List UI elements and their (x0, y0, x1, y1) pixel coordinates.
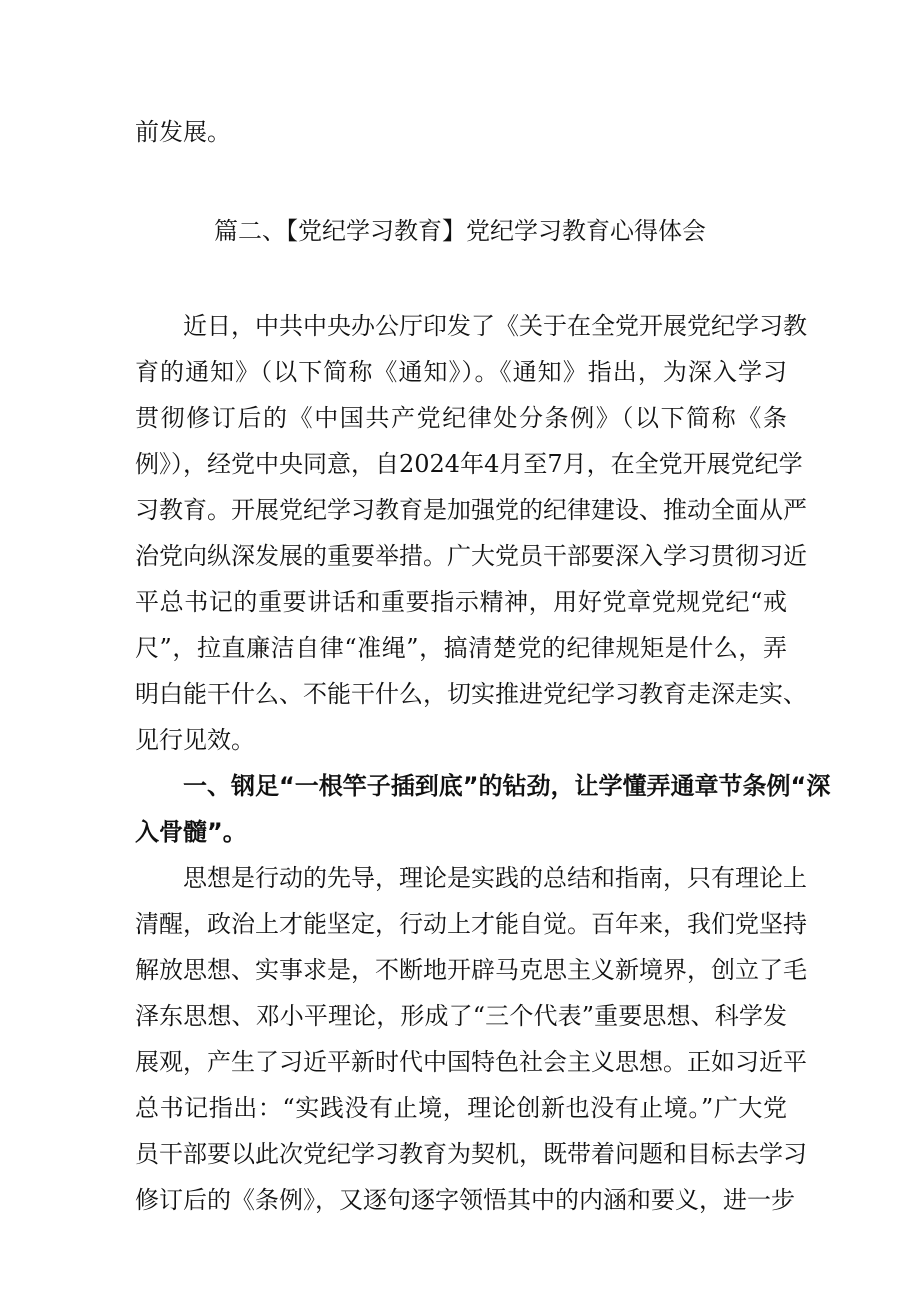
paragraph-line: 员干部要以此次党纪学习教育为契机，既带着问题和目标去学习 (135, 1140, 807, 1168)
paragraph-line: 明白能干什么、不能干什么，切实推进党纪学习教育走深走实、 (135, 680, 807, 708)
paragraph-line: 育的通知》（以下简称《通知》）。《通知》指出，为深入学习 (135, 358, 787, 386)
paragraph-line: 平总书记的重要讲话和重要指示精神，用好党章党规党纪“戒 (135, 588, 787, 616)
paragraph-line: 展观，产生了习近平新时代中国特色社会主义思想。正如习近平 (135, 1048, 807, 1076)
paragraph-line: 例》），经党中央同意，自2024年4月至7月，在全党开展党纪学 (135, 450, 803, 478)
paragraph-line: 修订后的《条例》，又逐句逐字领悟其中的内涵和要义，进一步 (135, 1186, 795, 1214)
subheading-line: 入骨髓”。 (135, 818, 247, 846)
paragraph-line: 治党向纵深发展的重要举措。广大党员干部要深入学习贯彻习近 (135, 542, 807, 570)
paragraph-line: 见行见效。 (135, 726, 255, 754)
subheading-line: 一、钢足“一根竿子插到底”的钻劲，让学懂弄通章节条例“深 (183, 772, 831, 800)
paragraph-line: 尺”，拉直廉洁自律“准绳”，搞清楚党的纪律规矩是什么，弄 (135, 634, 787, 662)
paragraph-line: 习教育。开展党纪学习教育是加强党的纪律建设、推动全面从严 (135, 496, 807, 524)
paragraph-line: 泽东思想、邓小平理论，形成了“三个代表”重要思想、科学发 (135, 1002, 787, 1030)
paragraph-line: 近日，中共中央办公厅印发了《关于在全党开展党纪学习教 (183, 312, 807, 340)
paragraph-line: 思想是行动的先导，理论是实践的总结和指南，只有理论上 (183, 864, 807, 892)
paragraph-line: 贯彻修订后的《中国共产党纪律处分条例》（以下简称《条 (135, 404, 787, 432)
paragraph-line: 解放思想、实事求是，不断地开辟马克思主义新境界，创立了毛 (135, 956, 807, 984)
carryover-text: 前发展。 (135, 118, 231, 146)
paragraph-line: 总书记指出：“实践没有止境，理论创新也没有止境。”广大党 (135, 1094, 787, 1122)
section-title: 篇二、【党纪学习教育】党纪学习教育心得体会 (214, 217, 706, 245)
paragraph-line: 清醒，政治上才能坚定，行动上才能自觉。百年来，我们党坚持 (135, 910, 807, 938)
